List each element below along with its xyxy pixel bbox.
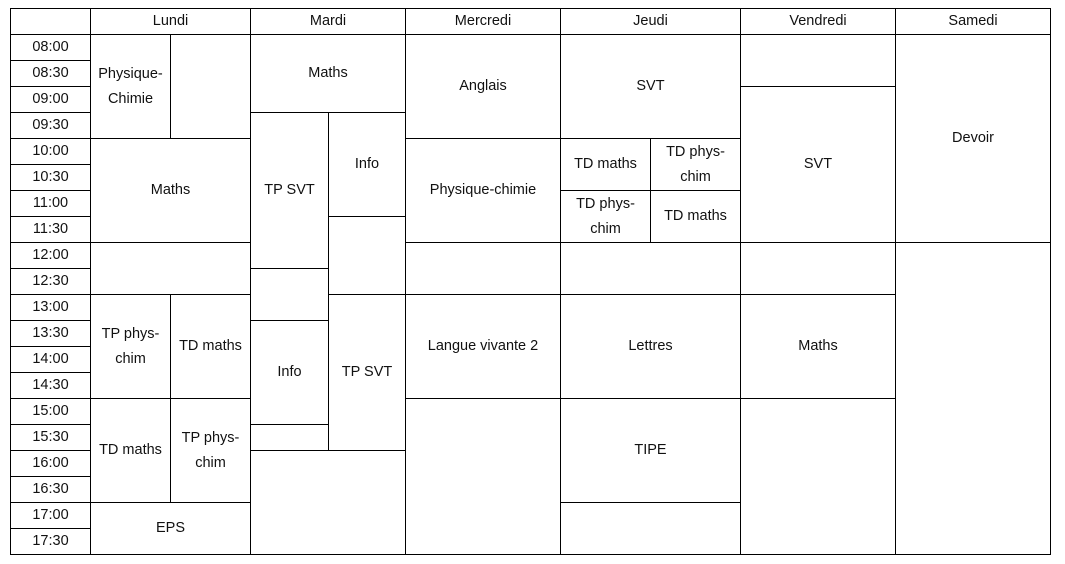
time-label-1400: [10, 346, 91, 373]
session-mer-anglais: [405, 34, 561, 139]
session-label: TD maths: [99, 442, 162, 458]
session-label: TD maths: [664, 208, 727, 224]
session-sam-empty-apres: [895, 242, 1051, 555]
cell-label: 16:30: [32, 481, 69, 497]
cell-label: 14:30: [32, 377, 69, 393]
session-mar-info-2: [250, 320, 329, 425]
time-label-1100: [10, 190, 91, 217]
session-lun-empty-midi: [90, 242, 251, 295]
cell-label: 09:30: [32, 117, 69, 133]
session-ven-maths: [740, 294, 896, 399]
cell-label: Samedi: [948, 13, 998, 29]
session-jeu-empty-fin: [560, 502, 741, 555]
session-mar-info-1: [328, 112, 406, 217]
cell-label: Jeudi: [633, 13, 668, 29]
session-label: Info: [354, 156, 380, 172]
cell-label: 15:30: [32, 429, 69, 445]
time-label-0930: [10, 112, 91, 139]
session-lun-maths: [90, 138, 251, 243]
day-header-lundi: [90, 8, 251, 35]
session-label: Info: [277, 364, 302, 380]
day-header-jeudi: [560, 8, 741, 35]
cell-label: 09:00: [32, 91, 69, 107]
corner-cell: [10, 8, 91, 35]
session-ven-empty-matin: [740, 34, 896, 87]
cell-label: 08:30: [32, 65, 69, 81]
session-jeu-td-maths-1: [560, 138, 651, 191]
session-jeu-empty-midi: [560, 242, 741, 295]
session-mer-empty-midi: [405, 242, 561, 295]
session-label: SVT: [636, 78, 665, 94]
session-jeu-td-maths-2: [650, 190, 741, 243]
time-label-1500: [10, 398, 91, 425]
session-label: Maths: [798, 338, 838, 354]
session-mer-physique-chimie: [405, 138, 561, 243]
session-label: Maths: [150, 182, 191, 198]
day-header-mercredi: [405, 8, 561, 35]
session-mar-empty-c: [250, 424, 329, 451]
cell-label: 13:30: [32, 325, 69, 341]
session-label: TD maths: [574, 156, 637, 172]
time-label-1600: [10, 450, 91, 477]
cell-label: 12:00: [32, 247, 69, 263]
cell-label: 11:00: [32, 195, 69, 211]
timetable: [10, 8, 1050, 555]
time-label-1030: [10, 164, 91, 191]
session-mar-tp-svt-2: [328, 294, 406, 451]
session-label: Physique-Chimie: [98, 65, 163, 107]
cell-label: 12:30: [32, 273, 69, 289]
session-lun-td-maths-1: [170, 294, 251, 399]
cell-label: 16:00: [32, 455, 69, 471]
session-label: Physique-chimie: [429, 182, 537, 198]
cell-label: 15:00: [32, 403, 69, 419]
cell-label: Vendredi: [789, 13, 847, 29]
session-label: Devoir: [952, 130, 994, 146]
time-label-1700: [10, 502, 91, 529]
session-label: TP SVT: [264, 182, 315, 198]
time-label-0830: [10, 60, 91, 87]
cell-label: 10:30: [32, 169, 69, 185]
day-header-samedi: [895, 8, 1051, 35]
session-sam-devoir: [895, 34, 1051, 243]
time-label-1530: [10, 424, 91, 451]
session-label: TP phys-chim: [181, 429, 240, 471]
session-label: Maths: [308, 65, 348, 81]
session-label: Langue vivante 2: [427, 338, 539, 354]
session-lun-physique-chimie: [90, 34, 171, 139]
session-jeu-td-phys-chim-2: [560, 190, 651, 243]
session-lun-tp-phys-chim-1: [90, 294, 171, 399]
cell-label: 08:00: [32, 39, 69, 55]
cell-label: 10:00: [32, 143, 69, 159]
cell-label: 17:30: [32, 533, 69, 549]
time-label-1200: [10, 242, 91, 269]
cell-label: Mardi: [309, 13, 347, 29]
cell-label: 14:00: [32, 351, 69, 367]
session-lun-tp-phys-chim-2: [170, 398, 251, 503]
time-label-1300: [10, 294, 91, 321]
time-label-1430: [10, 372, 91, 399]
cell-label: 17:00: [32, 507, 69, 523]
session-mar-empty-d: [250, 450, 406, 555]
cell-label: 13:00: [32, 299, 69, 315]
time-label-1330: [10, 320, 91, 347]
session-label: TP SVT: [341, 364, 393, 380]
session-label: TD phys-chim: [576, 195, 635, 237]
session-jeu-lettres: [560, 294, 741, 399]
session-lun-eps: [90, 502, 251, 555]
session-label: Anglais: [459, 78, 507, 94]
session-jeu-tipe: [560, 398, 741, 503]
session-label: TIPE: [634, 442, 667, 458]
session-label: TD maths: [179, 338, 242, 354]
session-mer-langue-vivante-2: [405, 294, 561, 399]
time-label-0900: [10, 86, 91, 113]
session-label: TD phys-chim: [666, 143, 725, 185]
session-label: EPS: [155, 520, 185, 536]
time-label-1000: [10, 138, 91, 165]
day-header-mardi: [250, 8, 406, 35]
session-lun-td-maths-2: [90, 398, 171, 503]
session-ven-svt: [740, 86, 896, 243]
cell-label: Lundi: [152, 13, 189, 29]
session-label: Lettres: [628, 338, 673, 354]
session-label: SVT: [803, 156, 833, 172]
session-mar-empty-b: [250, 268, 329, 321]
session-jeu-td-phys-chim-1: [650, 138, 741, 191]
session-mar-maths: [250, 34, 406, 113]
cell-label: 11:30: [32, 221, 69, 237]
session-mar-tp-svt-1: [250, 112, 329, 269]
cell-label: Mercredi: [454, 13, 512, 29]
session-jeu-svt: [560, 34, 741, 139]
session-ven-empty-midi: [740, 242, 896, 295]
time-label-1730: [10, 528, 91, 555]
session-label: TP phys-chim: [101, 325, 160, 367]
time-label-1130: [10, 216, 91, 243]
time-label-1630: [10, 476, 91, 503]
day-header-vendredi: [740, 8, 896, 35]
session-mer-empty-apres: [405, 398, 561, 555]
session-ven-empty-apres: [740, 398, 896, 555]
session-mar-empty-a: [328, 216, 406, 295]
time-label-1230: [10, 268, 91, 295]
time-label-0800: [10, 34, 91, 61]
